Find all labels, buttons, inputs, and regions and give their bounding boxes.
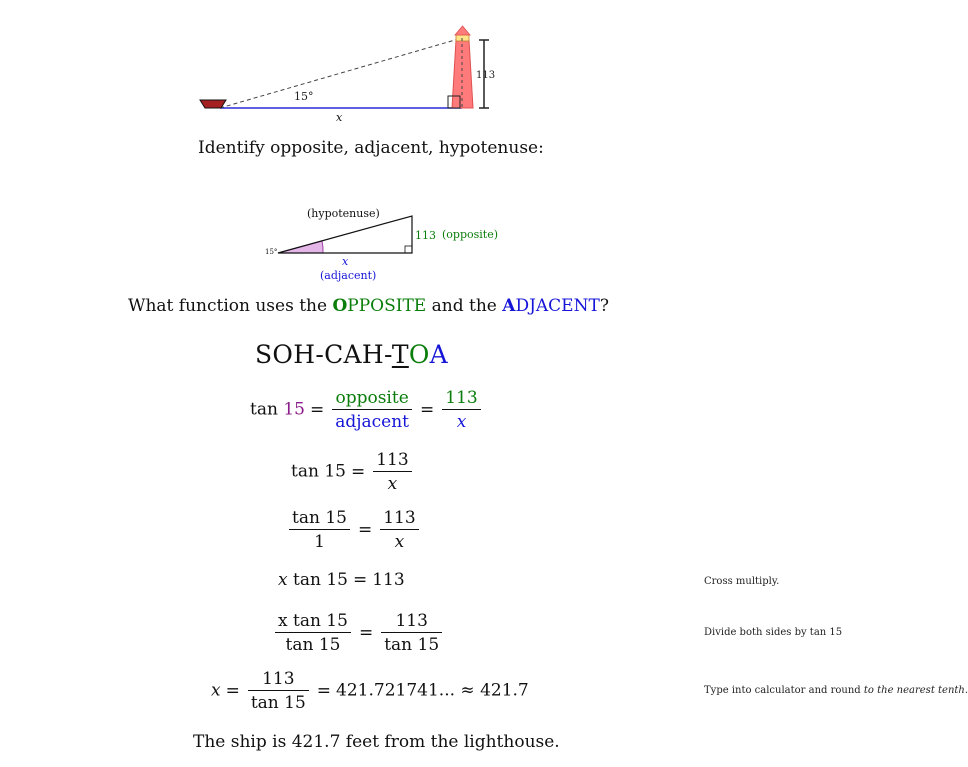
equation-step3: $\frac{\tan 15}{1}$ = $\frac{113}{x}$: [286, 508, 422, 552]
question-text: What function uses the OPPOSITE and the ADJACENT?: [128, 296, 609, 316]
figure1-angle: 15°: [294, 90, 314, 103]
hypotenuse-label: (hypotenuse): [307, 207, 380, 220]
ship-icon: [200, 100, 226, 108]
adjacent-label: (adjacent): [320, 269, 377, 282]
triangle-shape: [278, 216, 412, 253]
equation-step4: x tan 15 = 113: [278, 570, 405, 590]
equation-step5: $\frac{\text{x tan 15}}{\tan 15}$ = $\frac{113}{\tan 15}$: [272, 611, 445, 655]
conclusion-text: The ship is 421.7 feet from the lighthouse.: [193, 732, 560, 752]
prompt-identify: Identify opposite, adjacent, hypotenuse:: [198, 138, 544, 158]
equation-step6: x = $\frac{113}{\tan 15}$ = 421.721741... ≈ 421.7: [211, 669, 529, 713]
figure1-height: 113: [476, 70, 496, 81]
note-calculator: Type into calculator and round to the nearest tenth.: [704, 685, 968, 696]
opposite-value: 113: [415, 229, 436, 242]
lighthouse-figure: [190, 20, 510, 130]
opposite-label: (opposite): [442, 228, 499, 241]
note-cross-multiply: Cross multiply.: [704, 576, 780, 587]
figure2-angle: 15°: [265, 248, 278, 256]
figure1-x: x: [336, 111, 343, 124]
note-divide: Divide both sides by tan 15: [704, 627, 843, 638]
equation-step1: tan 15 = $\frac{\text{opposite}}{\text{adjacent}}$ = $\frac{113}{x}$: [250, 388, 484, 432]
equation-step2: tan 15 = $\frac{113}{x}$: [291, 450, 415, 494]
adjacent-var: x: [342, 255, 349, 268]
soh-cah-toa: SOH-CAH-TOA: [255, 340, 448, 369]
sight-line: [220, 38, 462, 108]
